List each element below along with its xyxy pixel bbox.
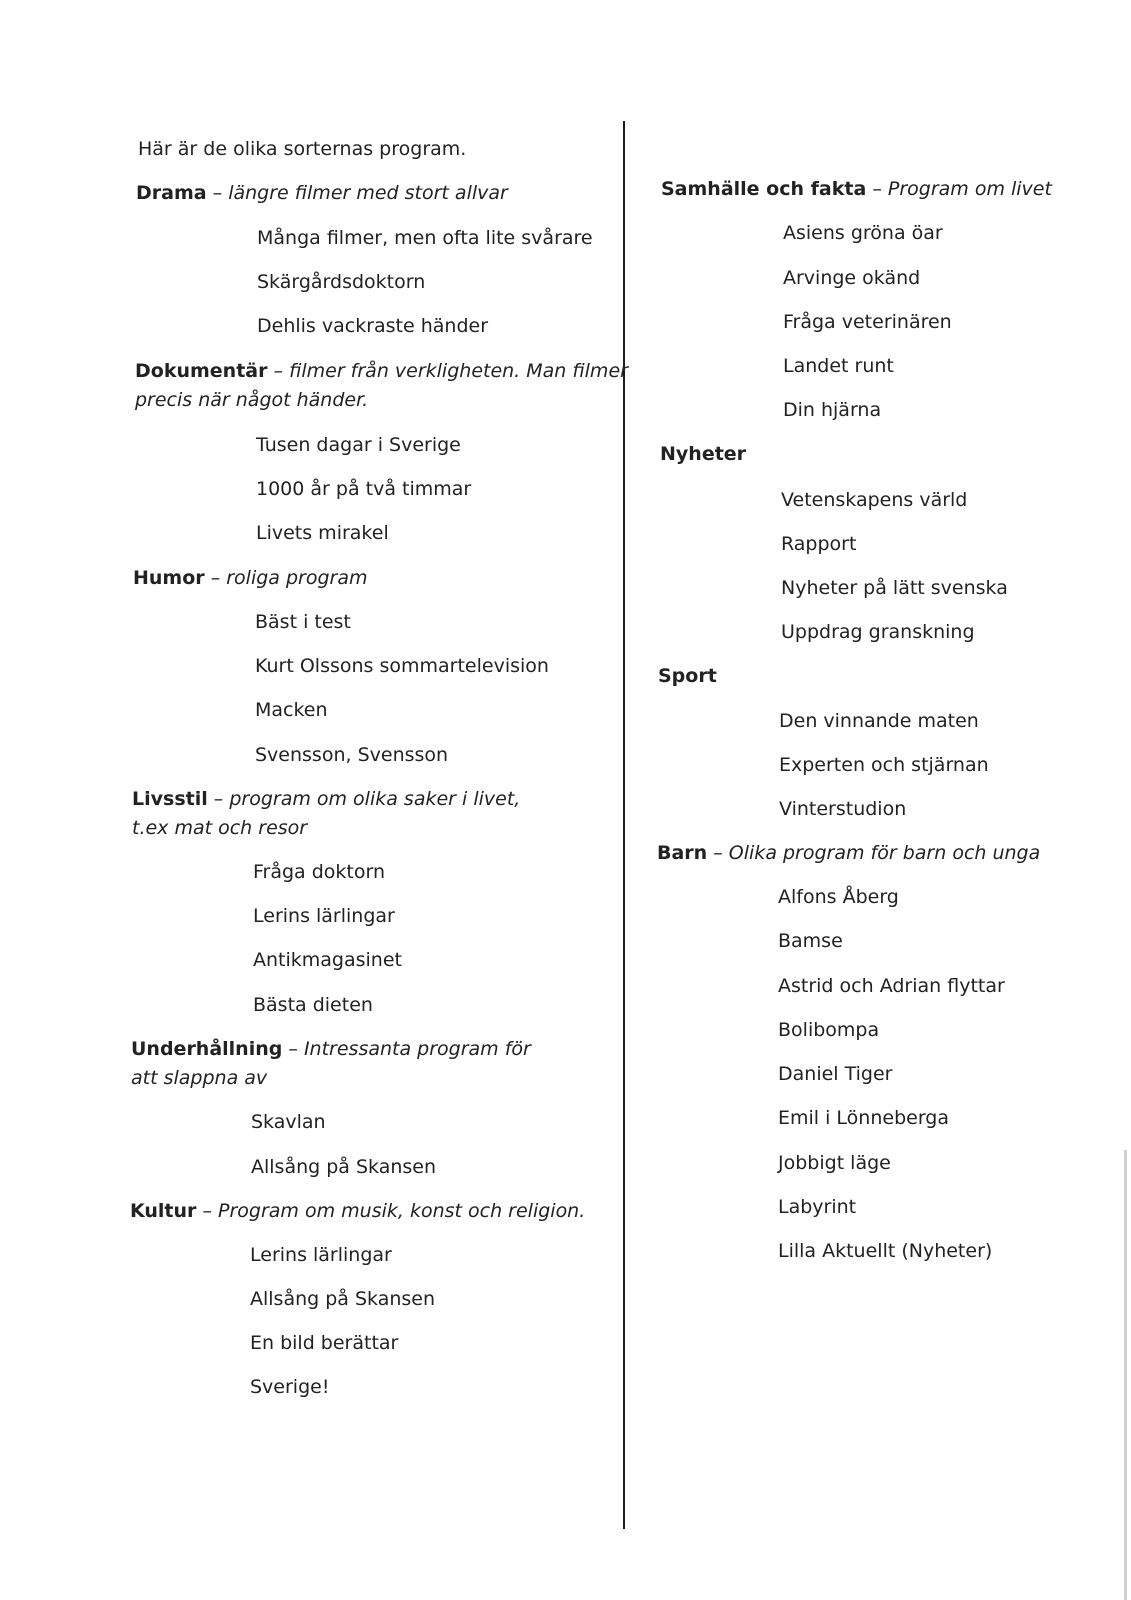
scan-edge bbox=[1124, 1150, 1127, 1600]
dash: – bbox=[202, 1200, 212, 1222]
list-item: Sverige! bbox=[250, 1376, 330, 1398]
list-item: Vetenskapens värld bbox=[781, 489, 968, 511]
list-item: Emil i Lönneberga bbox=[778, 1107, 950, 1129]
list-item: Kurt Olssons sommartelevision bbox=[255, 655, 549, 677]
dash: – bbox=[212, 182, 223, 204]
list-item: Jobbigt läge bbox=[778, 1152, 891, 1174]
list-item: Antikmagasinet bbox=[253, 949, 402, 971]
dash: – bbox=[210, 567, 221, 589]
list-item: Rapport bbox=[781, 533, 857, 555]
dash: – bbox=[273, 360, 284, 382]
list-item: Bäst i test bbox=[255, 611, 351, 633]
heading-desc: Intressanta program för bbox=[303, 1038, 531, 1060]
heading-livsstil bbox=[132, 787, 520, 811]
list-item: En bild berättar bbox=[250, 1332, 399, 1354]
heading-sport bbox=[658, 664, 717, 688]
heading-humor bbox=[133, 566, 368, 590]
heading-name: Drama bbox=[136, 182, 207, 204]
heading-desc: filmer från verkligheten. Man filmer bbox=[289, 360, 628, 382]
list-item: Skärgårdsdoktorn bbox=[257, 271, 426, 293]
list-item: Fråga veterinären bbox=[783, 311, 952, 333]
list-item: Arvinge okänd bbox=[783, 267, 921, 289]
heading-desc: Program om musik, konst och religion. bbox=[218, 1200, 586, 1222]
heading-name: Sport bbox=[658, 665, 717, 687]
heading-desc-cont: t.ex mat och resor bbox=[132, 817, 308, 839]
heading-name: Samhälle och fakta bbox=[661, 178, 867, 200]
list-item: Astrid och Adrian flyttar bbox=[778, 975, 1005, 997]
list-item: Din hjärna bbox=[783, 399, 882, 421]
heading-dokumentar bbox=[135, 359, 628, 383]
list-item: Bamse bbox=[778, 930, 843, 952]
list-item: Experten och stjärnan bbox=[779, 754, 989, 776]
heading-name: Barn bbox=[657, 842, 708, 864]
heading-desc: program om olika saker i livet, bbox=[229, 788, 521, 810]
list-item: Bästa dieten bbox=[253, 994, 373, 1016]
list-item: Bolibompa bbox=[778, 1019, 880, 1041]
intro-text: Här är de olika sorternas program. bbox=[138, 138, 467, 160]
list-item: Livets mirakel bbox=[256, 522, 389, 544]
heading-desc: längre filmer med stort allvar bbox=[228, 182, 508, 204]
list-item: Lilla Aktuellt (Nyheter) bbox=[778, 1240, 993, 1262]
heading-desc: Program om livet bbox=[887, 178, 1052, 200]
list-item: Lerins lärlingar bbox=[250, 1244, 392, 1266]
list-item: Svensson, Svensson bbox=[255, 744, 449, 766]
list-item: Fråga doktorn bbox=[253, 861, 386, 883]
list-item: 1000 år på två timmar bbox=[256, 478, 472, 500]
heading-underhallning bbox=[131, 1037, 531, 1061]
list-item: Uppdrag granskning bbox=[781, 621, 975, 643]
list-item: Allsång på Skansen bbox=[251, 1156, 437, 1178]
heading-desc: Olika program för barn och unga bbox=[728, 842, 1041, 864]
heading-name: Humor bbox=[133, 567, 205, 589]
heading-drama bbox=[136, 181, 508, 205]
list-item: Nyheter på lätt svenska bbox=[781, 577, 1008, 599]
list-item: Alfons Åberg bbox=[778, 886, 899, 908]
heading-nyheter bbox=[660, 442, 746, 466]
dash: – bbox=[213, 788, 224, 810]
heading-name: Kultur bbox=[130, 1200, 197, 1222]
list-item: Daniel Tiger bbox=[778, 1063, 893, 1085]
heading-name: Nyheter bbox=[660, 443, 747, 465]
heading-desc-cont: att slappna av bbox=[131, 1067, 268, 1089]
heading-kultur bbox=[130, 1199, 585, 1223]
list-item: Labyrint bbox=[778, 1196, 857, 1218]
heading-name: Livsstil bbox=[132, 788, 208, 810]
heading-name: Dokumentär bbox=[135, 360, 268, 382]
list-item: Macken bbox=[255, 699, 328, 721]
column-divider bbox=[623, 121, 625, 1529]
heading-name: Underhållning bbox=[131, 1038, 283, 1060]
heading-desc: roliga program bbox=[226, 567, 368, 589]
list-item: Skavlan bbox=[251, 1111, 326, 1133]
list-item: Vinterstudion bbox=[779, 798, 907, 820]
list-item: Tusen dagar i Sverige bbox=[256, 434, 461, 456]
dash: – bbox=[872, 178, 882, 200]
heading-barn bbox=[657, 841, 1040, 865]
heading-desc-cont: precis när något händer. bbox=[135, 389, 369, 411]
list-item: Dehlis vackraste händer bbox=[257, 315, 489, 337]
dash: – bbox=[713, 842, 723, 864]
dash: – bbox=[288, 1038, 298, 1060]
list-item: Asiens gröna öar bbox=[783, 222, 943, 244]
list-item: Lerins lärlingar bbox=[253, 905, 395, 927]
list-item: Allsång på Skansen bbox=[250, 1288, 436, 1310]
heading-samhalle bbox=[661, 177, 1052, 201]
list-item: Många filmer, men ofta lite svårare bbox=[257, 227, 593, 249]
list-item: Landet runt bbox=[783, 355, 894, 377]
list-item: Den vinnande maten bbox=[779, 710, 979, 732]
